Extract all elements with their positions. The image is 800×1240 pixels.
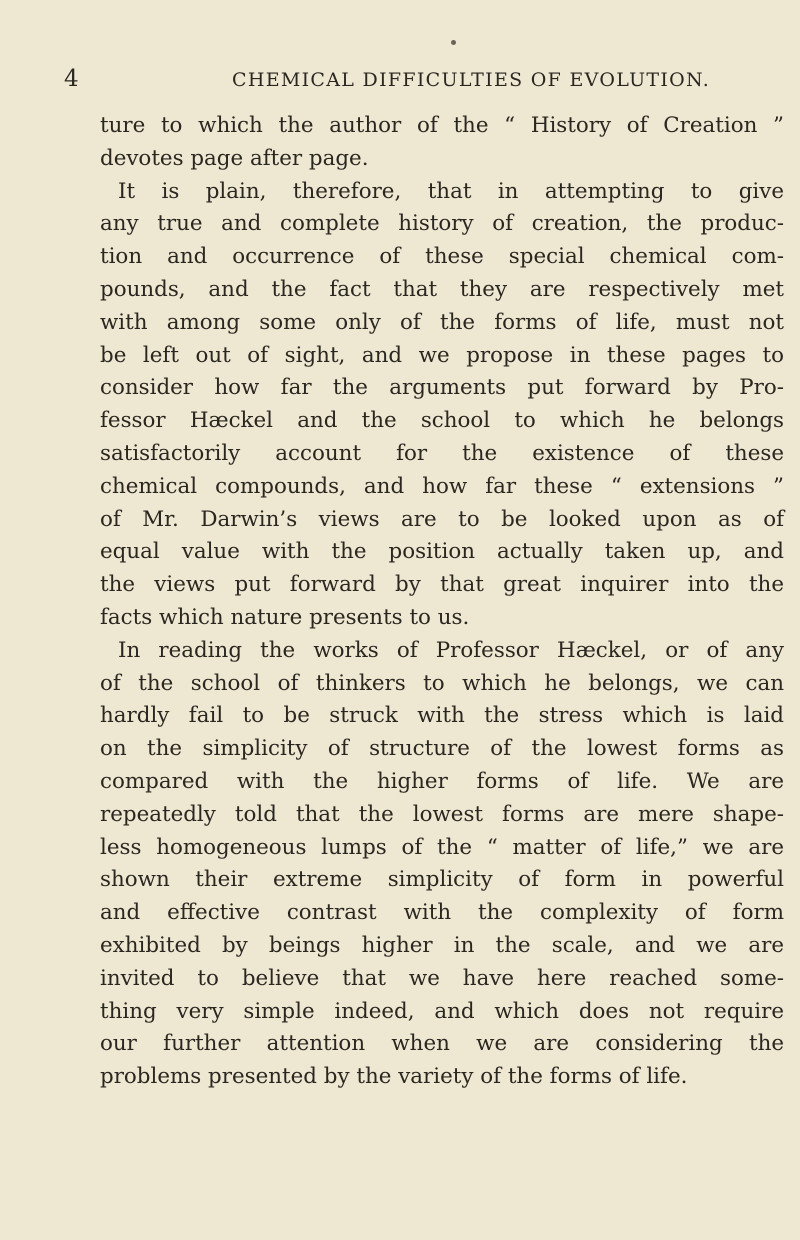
- text-line: chemical compounds, and how far these “ extensions ”: [100, 473, 784, 499]
- text-line: of Mr. Darwin’s views are to be looked upon as of: [100, 506, 784, 532]
- text-line: equal value with the position actually taken up, and: [100, 539, 784, 565]
- text-line: It is plain, therefore, that in attempting to give: [118, 178, 784, 204]
- text-line: In reading the works of Professor Hæckel, or of any: [118, 637, 784, 663]
- text-line: any true and complete history of creation, the produc-: [100, 211, 784, 237]
- text-line: ture to which the author of the “ History of Creation ”: [100, 113, 784, 138]
- text-line: tion and occurrence of these special chemical com-: [100, 244, 784, 270]
- text-line: and effective contrast with the complexity of form: [100, 900, 784, 926]
- text-line: facts which nature presents to us.: [100, 604, 470, 630]
- text-line: less homogeneous lumps of the “ matter of life,” we are: [100, 834, 784, 860]
- printer-mark: [451, 40, 456, 45]
- text-line: devotes page after page.: [100, 145, 369, 171]
- text-line: satisfactorily account for the existence of these: [100, 440, 784, 466]
- text-line: fessor Hæckel and the school to which he belongs: [100, 408, 784, 434]
- text-line: consider how far the arguments put forward by Pro-: [100, 375, 784, 401]
- text-line: on the simplicity of structure of the lowest forms as: [100, 736, 784, 762]
- running-header: [0, 64, 800, 94]
- page-number: 4: [64, 66, 79, 92]
- running-title: CHEMICAL DIFFICULTIES OF EVOLUTION.: [232, 69, 711, 91]
- text-line: our further attention when we are considering the: [100, 1031, 784, 1057]
- text-line: shown their extreme simplicity of form in powerful: [100, 867, 784, 893]
- text-line: of the school of thinkers to which he belongs, we can: [100, 670, 784, 696]
- text-line: pounds, and the fact that they are respectively met: [100, 276, 784, 302]
- text-line: problems presented by the variety of the forms of life.: [100, 1064, 688, 1090]
- text-line: be left out of sight, and we propose in these pages to: [100, 342, 784, 368]
- text-line: compared with the higher forms of life. We are: [100, 768, 784, 794]
- text-line: with among some only of the forms of life, must not: [100, 309, 784, 335]
- text-line: invited to believe that we have here reached some-: [100, 965, 784, 991]
- text-line: the views put forward by that great inquirer into the: [100, 572, 784, 598]
- text-line: thing very simple indeed, and which does not require: [100, 998, 784, 1024]
- text-line: hardly fail to be struck with the stress which is laid: [100, 703, 784, 729]
- text-line: exhibited by beings higher in the scale, and we are: [100, 932, 784, 958]
- text-line: repeatedly told that the lowest forms are mere shape-: [100, 801, 784, 827]
- body-text: [100, 110, 784, 1094]
